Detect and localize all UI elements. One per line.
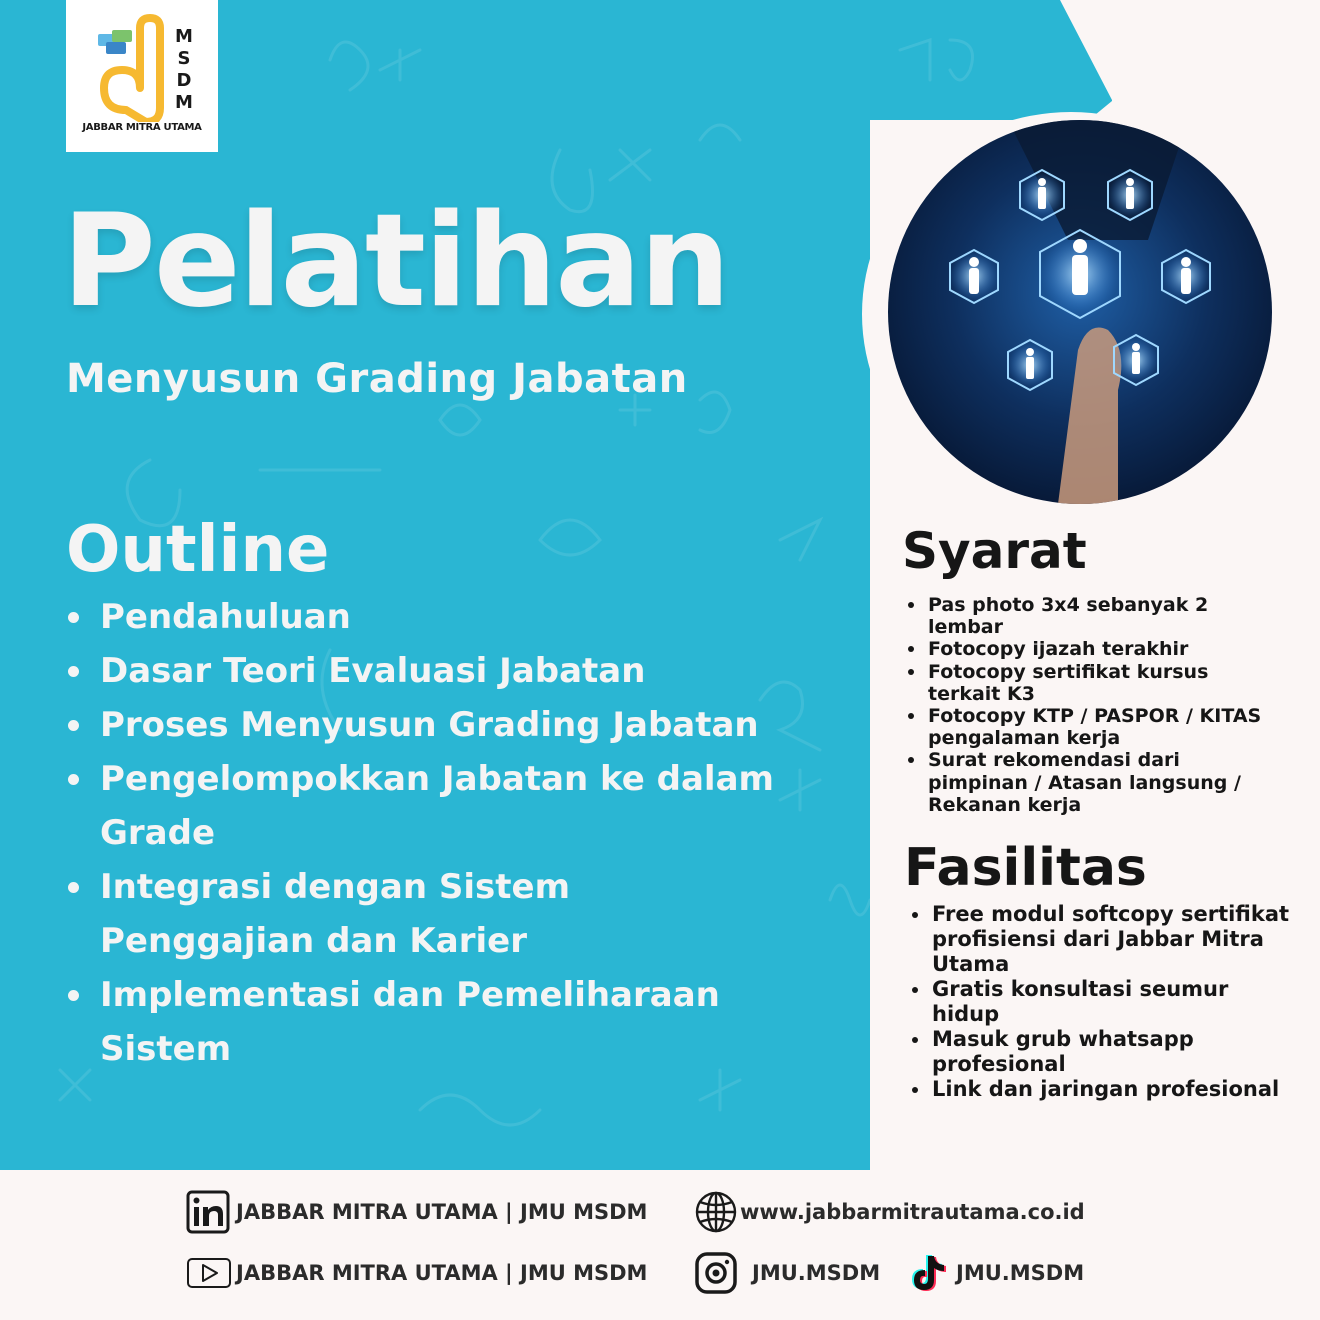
outline-heading: Outline	[66, 513, 330, 587]
fasilitas-item: Link dan jaringan profesional	[910, 1077, 1290, 1102]
youtube-label: JABBAR MITRA UTAMA | JMU MSDM	[236, 1261, 648, 1285]
syarat-item: Fotocopy ijazah terakhir	[906, 638, 1286, 660]
fasilitas-item: Masuk grub whatsapp profesional	[910, 1027, 1290, 1077]
syarat-item: Pas photo 3x4 sebanyak 2 lembar	[906, 594, 1286, 638]
page-title: Pelatihan	[62, 187, 729, 336]
msdm-logo-icon	[66, 0, 218, 122]
logo-letters: M S D M	[175, 26, 193, 113]
syarat-heading: Syarat	[902, 522, 1087, 580]
fasilitas-heading: Fasilitas	[904, 838, 1147, 898]
tiktok-label: JMU.MSDM	[956, 1261, 1085, 1285]
network-illustration	[888, 120, 1272, 504]
syarat-list	[906, 594, 1286, 816]
fasilitas-item: Free modul softcopy sertifikat profisiensi dari Jabbar Mitra Utama	[910, 902, 1290, 977]
fasilitas-item: Gratis konsultasi seumur hidup	[910, 977, 1290, 1027]
syarat-item: Fotocopy KTP / PASPOR / KITAS pengalaman kerja	[906, 705, 1286, 749]
youtube-link[interactable]	[186, 1253, 647, 1293]
outline-item: Integrasi dengan Sistem Penggajian dan Karier	[66, 860, 786, 968]
network-people-photo	[888, 120, 1272, 504]
website-label: www.jabbarmitrautama.co.id	[740, 1200, 1085, 1224]
youtube-icon	[186, 1253, 232, 1293]
instagram-icon	[694, 1251, 738, 1295]
outline-item: Pengelompokkan Jabatan ke dalam Grade	[66, 752, 786, 860]
linkedin-link[interactable]	[186, 1190, 647, 1234]
linkedin-label: JABBAR MITRA UTAMA | JMU MSDM	[236, 1200, 648, 1224]
logo-name: JABBAR MITRA UTAMA	[82, 122, 202, 133]
globe-icon	[694, 1190, 738, 1234]
syarat-item: Fotocopy sertifikat kursus terkait K3	[906, 661, 1286, 705]
outline-item: Dasar Teori Evaluasi Jabatan	[66, 644, 786, 698]
instagram-link[interactable]	[694, 1251, 880, 1295]
tiktok-icon	[908, 1250, 950, 1296]
instagram-label: JMU.MSDM	[752, 1261, 881, 1285]
page-subtitle: Menyusun Grading Jabatan	[66, 356, 688, 402]
brand-logo	[66, 0, 218, 152]
website-link[interactable]	[694, 1190, 1085, 1234]
outline-item: Pendahuluan	[66, 590, 786, 644]
fasilitas-list	[910, 902, 1290, 1102]
syarat-item: Surat rekomendasi dari pimpinan / Atasan langsung / Rekanan kerja	[906, 749, 1286, 816]
linkedin-icon	[186, 1190, 230, 1234]
outline-list	[66, 590, 786, 1076]
tiktok-link[interactable]	[908, 1250, 1084, 1296]
outline-item: Proses Menyusun Grading Jabatan	[66, 698, 786, 752]
outline-item: Implementasi dan Pemeliharaan Sistem	[66, 968, 786, 1076]
